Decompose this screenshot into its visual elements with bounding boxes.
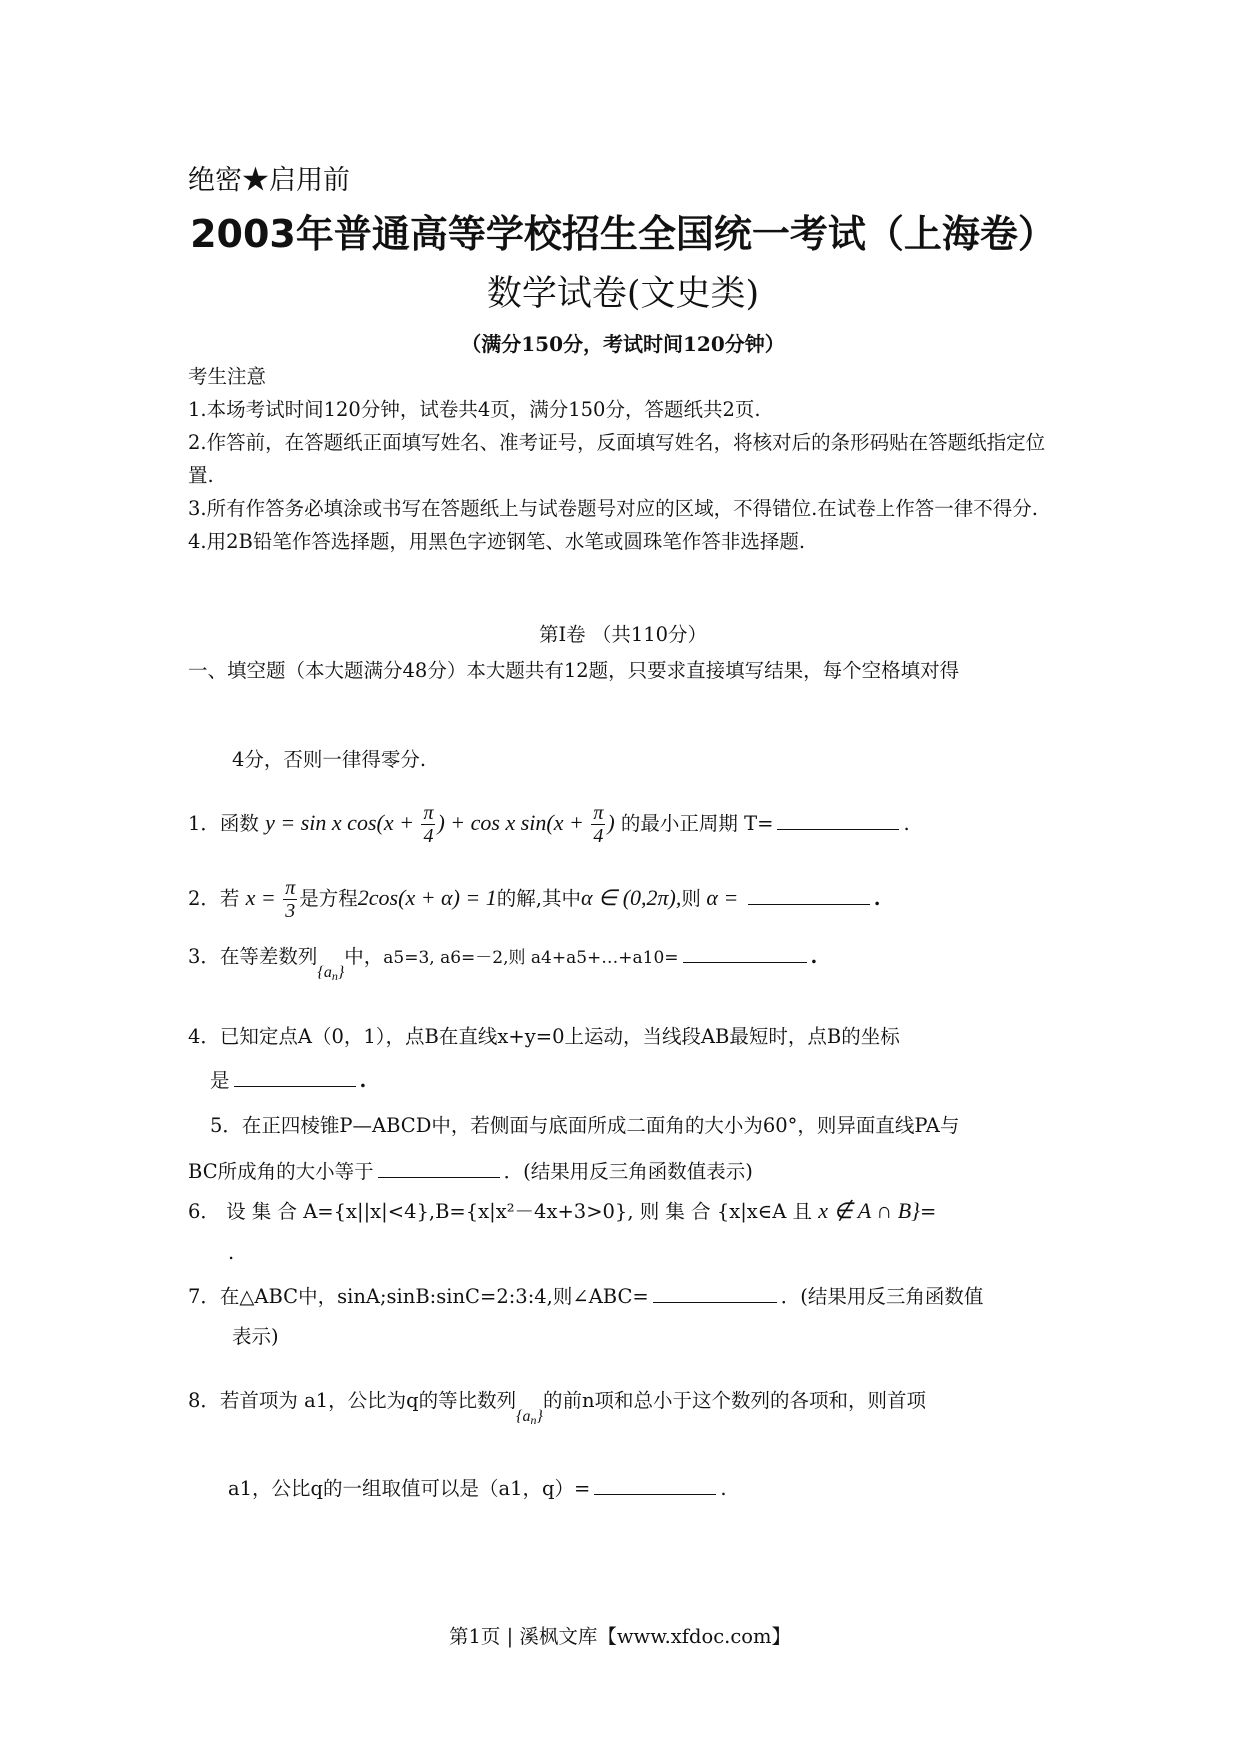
answer-blank[interactable] — [653, 1282, 777, 1303]
question-6: 6． 设 集 合 A={x||x|<4},B={x|x²－4x+3>0}, 则 集 合 {x|x∈A 且 x ∉ A ∩ B}= — [188, 1198, 937, 1223]
score-time: （满分150分，考试时间120分钟） — [461, 332, 785, 356]
question-8: 8．若首项为 a1，公比为q的等比数列$\{a_n\}$的前n项和总小于这个数列的各项和，则首项 — [188, 1389, 926, 1427]
formula: y = sin x cos(x + — [265, 810, 420, 835]
question-7-cont: 表示) — [232, 1325, 279, 1348]
answer-blank[interactable] — [594, 1474, 716, 1495]
question-8-cont: a1，公比q的一组取值可以是（a1，q）= . — [228, 1474, 1108, 1504]
question-6-cont: . — [228, 1241, 235, 1264]
question-3: 3．在等差数列$\{a_n\}$中，a5=3, a6=－2,则 a4+a5+…+a10= . — [188, 942, 1068, 991]
answer-blank[interactable] — [234, 1066, 356, 1087]
exam-subtitle: 数学试卷(文史类) — [486, 274, 760, 314]
answer-blank[interactable] — [378, 1157, 500, 1178]
notice-item: 3.所有作答务必填涂或书写在答题纸上与试卷题号对应的区域，不得错位.在试卷上作答一律不得分. — [188, 497, 1039, 520]
question-4-cont: 是 . — [210, 1066, 1090, 1096]
question-4: 4．已知定点A（0，1），点B在直线x+y=0上运动，当线段AB最短时，点B的坐标 — [188, 1025, 900, 1048]
section-intro: 一、填空题（本大题满分48分）本大题共有12题，只要求直接填写结果，每个空格填对得 — [188, 659, 960, 682]
section-heading: 第Ⅰ卷 （共110分） — [538, 623, 708, 646]
notice-item: 1.本场考试时间120分钟，试卷共4页，满分150分，答题纸共2页. — [188, 398, 761, 421]
answer-blank[interactable] — [777, 809, 899, 830]
exam-page — [188, 0, 1058, 1754]
exam-title: 2003年普通高等学校招生全国统一考试（上海卷） — [190, 212, 1056, 256]
secret-label: 绝密★启用前 — [188, 165, 350, 196]
answer-blank[interactable] — [748, 884, 870, 905]
answer-blank[interactable] — [683, 942, 807, 963]
notice-item: 2.作答前，在答题纸正面填写姓名、准考证号，反面填写姓名，将核对后的条形码贴在答题纸指定位置. — [188, 431, 1046, 487]
question-7: 7．在△ABC中，sinA;sinB:sinC=2:3:4,则∠ABC= ．(结果用反三角函数值 — [188, 1282, 1068, 1312]
question-1: 1．函数 y = sin x cos(x + $\frac{\pi}{4}$ ) + cos x sin(x + $\frac{\pi}{4}$ ) 的最小正周期 T= . — [188, 802, 910, 847]
question-5-cont: BC所成角的大小等于 ．(结果用反三角函数值表示) — [188, 1157, 1068, 1187]
question-2: 2．若 x = $\frac{\pi}{3}$ 是方程2cos(x + α) = 1的解,其中α ∈ (0,2π),则 α = . — [188, 877, 881, 922]
notice-block — [188, 360, 1058, 558]
notice-title: 考生注意 — [188, 365, 267, 388]
question-5: 5．在正四棱锥P—ABCD中，若侧面与底面所成二面角的大小为60°，则异面直线PA与 — [210, 1114, 960, 1137]
notice-item: 4.用2B铅笔作答选择题，用黑色字迹钢笔、水笔或圆珠笔作答非选择题. — [188, 530, 806, 553]
section-intro-cont: 4分，否则一律得零分. — [232, 748, 427, 771]
page-footer: 第1页 | 溪枫文库【www.xfdoc.com】 — [448, 1625, 792, 1648]
